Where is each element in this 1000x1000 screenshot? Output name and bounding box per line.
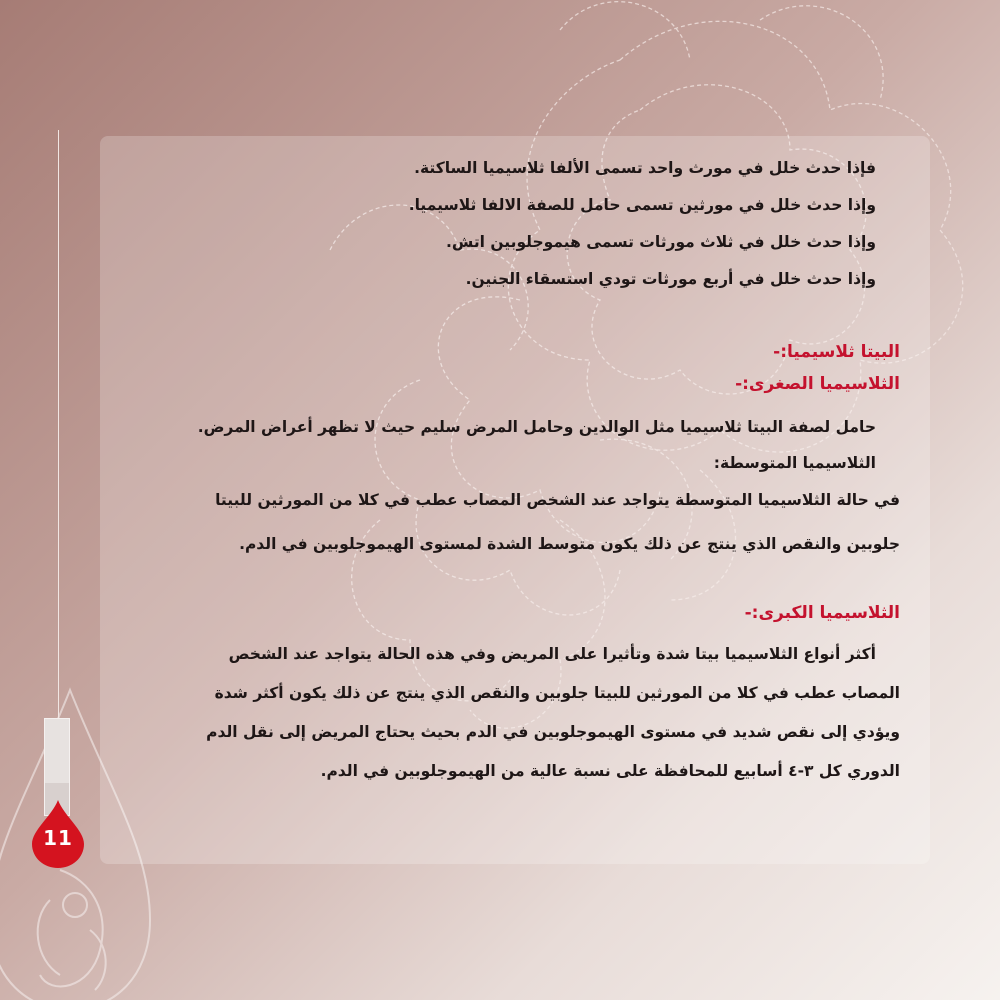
major-line-1: أكثر أنواع الثلاسيميا بيتا شدة وتأثيرا على المريض وفي هذه الحالة يتواجد عند الشخص [228,645,876,663]
content-text [150,158,900,781]
major-heading: الثلاسيميا الكبرى:- [744,603,900,623]
beta-heading: البيتا ثلاسيميا:- [773,342,900,362]
alpha-line-4: وإذا حدث خلل في أربع مورثات تودي استسقاء الجنين. [465,270,876,288]
alpha-line-1: فإذا حدث خلل في مورث واحد تسمى الألفا ثلاسيميا الساكتة. [414,159,876,177]
intermedia-line-2: جلوبين والنقص الذي ينتج عن ذلك يكون متوسط الشدة لمستوى الهيموجلوبين في الدم. [239,535,900,553]
minor-text: حامل لصفة البيتا ثلاسيميا مثل الوالدين وحامل المرض سليم حيث لا تظهر أعراض المرض. [197,418,876,436]
intermedia-label: الثلاسيميا المتوسطة: [713,454,876,472]
minor-heading: الثلاسيميا الصغرى:- [735,374,900,394]
intermedia-line-1: في حالة الثلاسيميا المتوسطة يتواجد عند الشخص المصاب عطب في كلا من المورثين للبيتا [215,491,900,509]
major-line-2: المصاب عطب في كلا من المورثين للبيتا جلوبين والنقص الذي ينتج عن ذلك يكون أكثر شدة [214,684,900,702]
major-line-3: ويؤدي إلى نقص شديد في مستوى الهيموجلوبين في الدم بحيث يحتاج المريض إلى نقل الدم [206,723,900,741]
alpha-line-3: وإذا حدث خلل في ثلاث مورثات تسمى هيموجلوبين اتش. [446,233,876,251]
major-line-4: الدوري كل ٣-٤ أسابيع للمحافظة على نسبة عالية من الهيموجلوبين في الدم. [320,762,900,780]
vertical-divider-line [58,130,59,720]
alpha-line-2: وإذا حدث خلل في مورثين تسمى حامل للصفة الالفا ثلاسيميا. [408,196,876,214]
page-number: 11 [43,826,73,850]
